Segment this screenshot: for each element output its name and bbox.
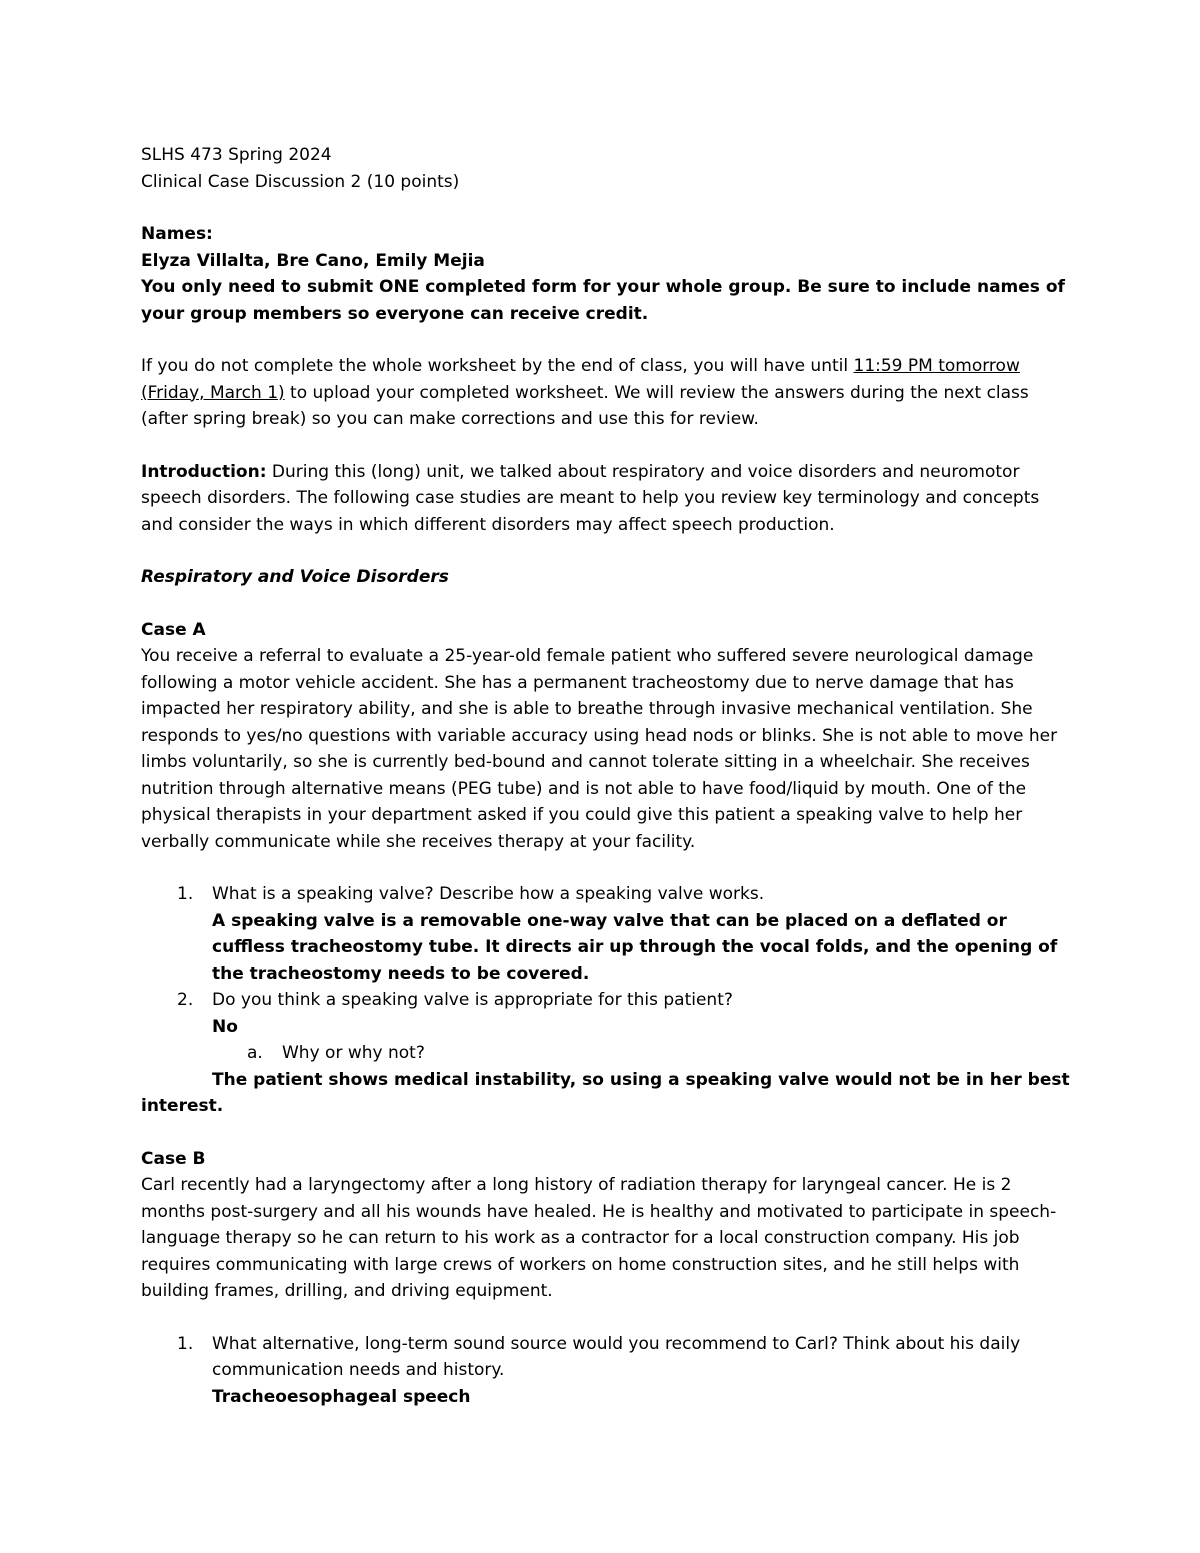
case-a-text: You receive a referral to evaluate a 25-year-old female patient who suffered severe neurological damage following a motor vehicle accident. She has a permanent tracheostomy due to nerve damage that has impacted her respiratory ability, and she is able to breathe through invasive mechanical ventilation. She responds to yes/no questions with variable accuracy using head nods or blinks. She is not able to move her limbs voluntarily, so she is currently bed-bound and cannot tolerate sitting in a wheelchair. She receives nutrition through alternative means (PEG tube) and is not able to have food/liquid by mouth. One of the physical therapists in your department asked if you could give this patient a speaking valve to help her verbally communicate while she receives therapy at your facility. [141, 646, 1058, 852]
question-number: 2. [177, 990, 194, 1010]
question-text: What alternative, long-term sound source would you recommend to Carl? Think about his daily communication needs and history. [212, 1333, 1021, 1380]
intro-label: Introduction: [141, 461, 267, 482]
case-a-question-1 [141, 881, 1071, 987]
deadline-text-before: If you do not complete the whole worksheet by the end of class, you will have until [141, 356, 854, 376]
case-b-questions [141, 1331, 1071, 1411]
case-a-questions [141, 881, 1071, 1040]
answer-text: A speaking valve is a removable one-way valve that can be placed on a deflated or cuffless tracheostomy tube. It directs air up through the vocal folds, and the opening of the tracheostomy needs to be covered. [212, 910, 1058, 984]
section-title: Respiratory and Voice Disorders [141, 567, 449, 587]
subquestion-answer: The patient shows medical instability, so using a speaking valve would not be in her best interest. [141, 1069, 1070, 1116]
deadline-text-after: to upload your completed worksheet. We will review the answers during the next class (after spring break) so you can make corrections and use this for review. [141, 382, 1029, 429]
case-a-title: Case A [141, 619, 206, 640]
case-a-question-2 [141, 987, 1071, 1040]
intro-paragraph [141, 459, 1071, 539]
group-instruction: You only need to submit ONE completed form for your whole group. Be sure to include names of your group members so everyone can receive credit. [141, 277, 1065, 324]
question-text: Do you think a speaking valve is appropriate for this patient? [212, 990, 733, 1010]
case-b-text: Carl recently had a laryngectomy after a long history of radiation therapy for laryngeal cancer. He is 2 months post-surgery and all his wounds have healed. He is healthy and motivated to participate in speech-language therapy so he can return to his work as a contractor for a local construction company. His job requires communicating with large crews of workers on home construction sites, and he still helps with building frames, drilling, and driving equipment. [141, 1175, 1057, 1301]
case-b-question-1 [141, 1331, 1071, 1411]
question-text: What is a speaking valve? Describe how a speaking valve works. [212, 884, 765, 904]
names-label: Names: [141, 224, 213, 244]
subquestion-letter: a. [247, 1043, 263, 1063]
answer-text: Tracheoesophageal speech [212, 1386, 471, 1407]
question-number: 1. [177, 1333, 194, 1354]
names-value: Elyza Villalta, Bre Cano, Emily Mejia [141, 250, 485, 271]
intro-text: During this (long) unit, we talked about respiratory and voice disorders and neuromotor speech disorders. The following case studies are meant to help you review key terminology and concepts and consider the ways in which different disorders may affect speech production. [141, 461, 1040, 535]
case-a-subquestion [141, 1040, 1071, 1067]
assignment-line: Clinical Case Discussion 2 (10 points) [141, 171, 460, 192]
question-number: 1. [177, 884, 194, 904]
deadline-date: 11:59 PM tomorrow (Friday, March 1) [141, 356, 1020, 403]
subquestion-text: Why or why not? [282, 1043, 425, 1063]
course-line: SLHS 473 Spring 2024 [141, 145, 332, 165]
case-b-title: Case B [141, 1148, 206, 1169]
worksheet-page [141, 142, 1071, 1410]
answer-text: No [212, 1016, 238, 1037]
deadline-paragraph [141, 353, 1071, 433]
